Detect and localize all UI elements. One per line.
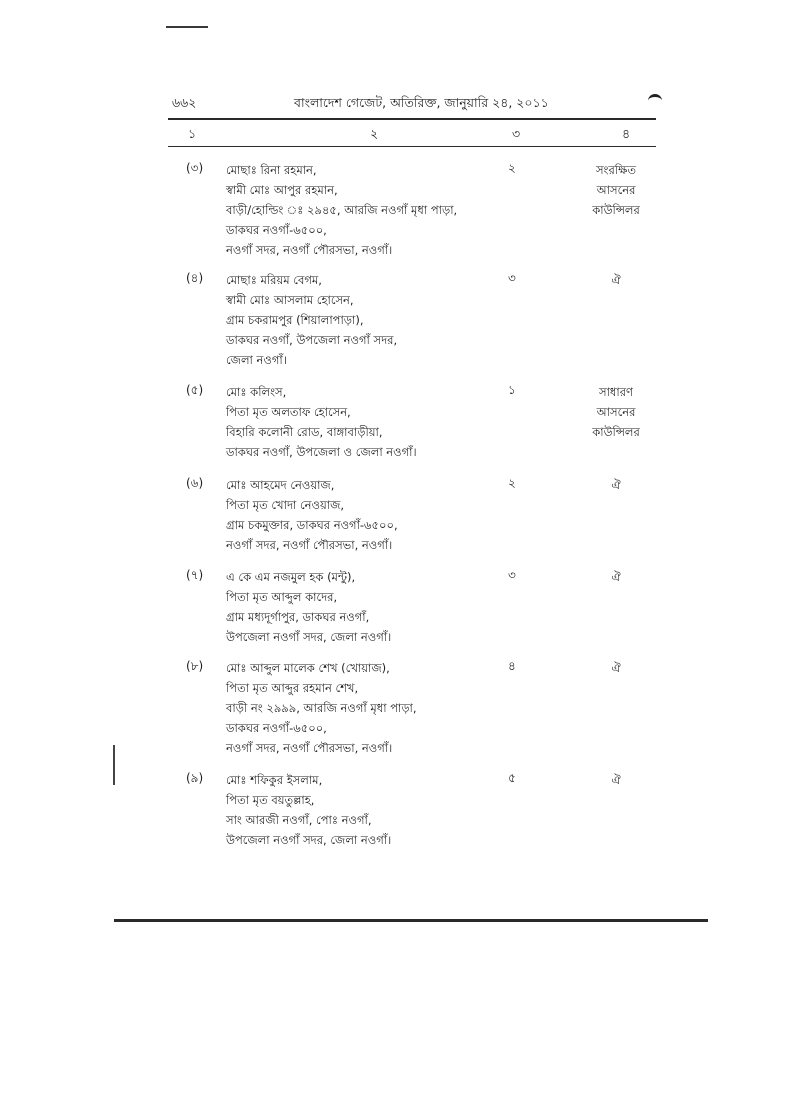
entry-ward: ১ [508, 383, 516, 397]
entry-line: উপজেলা নওগাঁ সদর, জেলা নওগাঁ। [226, 833, 392, 847]
entry-details [226, 382, 417, 462]
entry-line: পিতা মৃত আব্দুল কাদের, [226, 590, 338, 604]
entry-type [576, 270, 656, 290]
entry-line: ডাকঘর নওগাঁ-৬৫০০, [226, 721, 327, 735]
entry-type [576, 567, 656, 587]
entry-index: (৮) [186, 659, 204, 673]
entry-line: গ্রাম চকমুক্তার, ডাকঘর নওগাঁ-৬৫০০, [226, 518, 398, 532]
entry-line: সাং আরজী নওগাঁ, পোঃ নওগাঁ, [226, 813, 372, 827]
scan-mark-top [166, 26, 208, 28]
entry-line: মোছাঃ রিনা রহমান, [226, 163, 317, 177]
entry-line: পিতা মৃত অলতাফ হোসেন, [226, 405, 351, 419]
entry-details [226, 770, 391, 850]
entry-line: নওগাঁ সদর, নওগাঁ পৌরসভা, নওগাঁ। [226, 243, 393, 257]
entry-ward: ৫ [508, 771, 516, 785]
entry-line: ডাকঘর নওগাঁ, উপজেলা নওগাঁ সদর, [226, 333, 398, 347]
entry-type-line: ঐ [611, 478, 621, 492]
entry-type-line: ঐ [611, 773, 621, 787]
entry-type-line: কাউন্সিলর [592, 425, 640, 439]
entry-line: এ কে এম নজমুল হক (মন্টু), [226, 570, 356, 584]
entry-details [226, 160, 457, 260]
entry-type [576, 658, 656, 678]
entry-line: মোঃ শফিকুর ইসলাম, [226, 773, 323, 787]
entry-line: উপজেলা নওগাঁ সদর, জেলা নওগাঁ। [226, 630, 392, 644]
gazette-title: বাংলাদেশ গেজেট, অতিরিক্ত, জানুয়ারি ২৪, ২০১১ [294, 95, 549, 110]
entry-type [576, 160, 656, 220]
entry-line: মোছাঃ মরিয়ম বেগম, [226, 273, 322, 287]
entry-type-line: আসনের [596, 183, 636, 197]
footer-rule [114, 919, 708, 922]
entry-ward: ৩ [508, 568, 516, 582]
entry-details [226, 270, 397, 370]
entry-type-line: আসনের [596, 405, 636, 419]
entry-line: স্বামী মোঃ আপুর রহমান, [226, 183, 338, 197]
page-number: ৬৬২ [172, 95, 197, 110]
column-header-3: ৩ [512, 126, 521, 141]
entry-type-line: সংরক্ষিত [595, 163, 637, 177]
entry-index: (৪) [186, 271, 204, 285]
entry-index: (৭) [186, 568, 204, 582]
column-header-4: ৪ [622, 126, 631, 141]
column-header-rule [168, 146, 656, 147]
entry-line: ডাকঘর নওগাঁ, উপজেলা ও জেলা নওগাঁ। [226, 445, 417, 459]
column-header-2: ২ [370, 126, 379, 141]
entry-type-line: কাউন্সিলর [592, 203, 640, 217]
entry-index: (৩) [186, 161, 204, 175]
entry-line: মোঃ কলিংস, [226, 385, 287, 399]
entry-type-line: সাধারণ [599, 385, 633, 399]
entry-line: স্বামী মোঃ আসলাম হোসেন, [226, 293, 354, 307]
entry-index: (৬) [186, 476, 204, 490]
entry-ward: ২ [508, 476, 516, 490]
entry-line: ডাকঘর নওগাঁ-৬৫০০, [226, 223, 327, 237]
entry-type-line: ঐ [611, 273, 621, 287]
entry-index: (৫) [186, 383, 204, 397]
entry-ward: ৩ [508, 271, 516, 285]
entry-details [226, 567, 391, 647]
entry-line: গ্রাম চকরামপুর (শিয়ালাপাড়া), [226, 313, 364, 327]
entry-index: (৯) [186, 771, 204, 785]
entry-ward: ২ [508, 161, 516, 175]
entry-line: নওগাঁ সদর, নওগাঁ পৌরসভা, নওগাঁ। [226, 538, 393, 552]
entry-line: বাড়ী/হোল্ডিং ঃ ২৯৪৫, আরজি নওগাঁ মৃধা পাড়া, [226, 203, 458, 217]
entry-type-line: ঐ [611, 661, 621, 675]
scan-mark-left [113, 745, 115, 785]
column-header-1: ১ [188, 126, 197, 141]
entry-line: মোঃ আহমেদ নেওয়াজ, [226, 478, 335, 492]
entry-line: বিহারি কলোনী রোড, বাঙ্গাবাড়ীয়া, [226, 425, 383, 439]
entry-details [226, 658, 417, 758]
entry-type [576, 475, 656, 495]
entry-line: পিতা মৃত খোদা নেওয়াজ, [226, 498, 345, 512]
entry-type-line: ঐ [611, 570, 621, 584]
entry-line: মোঃ আব্দুল মালেক শেখ (খোয়াজ), [226, 661, 390, 675]
entry-line: পিতা মৃত আব্দুর রহমান শেখ, [226, 681, 359, 695]
entry-type [576, 382, 656, 442]
header-rule [168, 118, 656, 120]
entry-details [226, 475, 398, 555]
entry-line: বাড়ী নং ২৯৯৯, আরজি নওগাঁ মৃধা পাড়া, [226, 701, 417, 715]
entry-type [576, 770, 656, 790]
entry-ward: ৪ [508, 659, 516, 673]
page-header [172, 95, 652, 115]
entry-line: পিতা মৃত বয়তুল্লাহ, [226, 793, 315, 807]
entry-line: জেলা নওগাঁ। [226, 353, 287, 367]
entry-line: নওগাঁ সদর, নওগাঁ পৌরসভা, নওগাঁ। [226, 741, 393, 755]
entry-line: গ্রাম মধ্যদূর্গাপুর, ডাকঘর নওগাঁ, [226, 610, 370, 624]
